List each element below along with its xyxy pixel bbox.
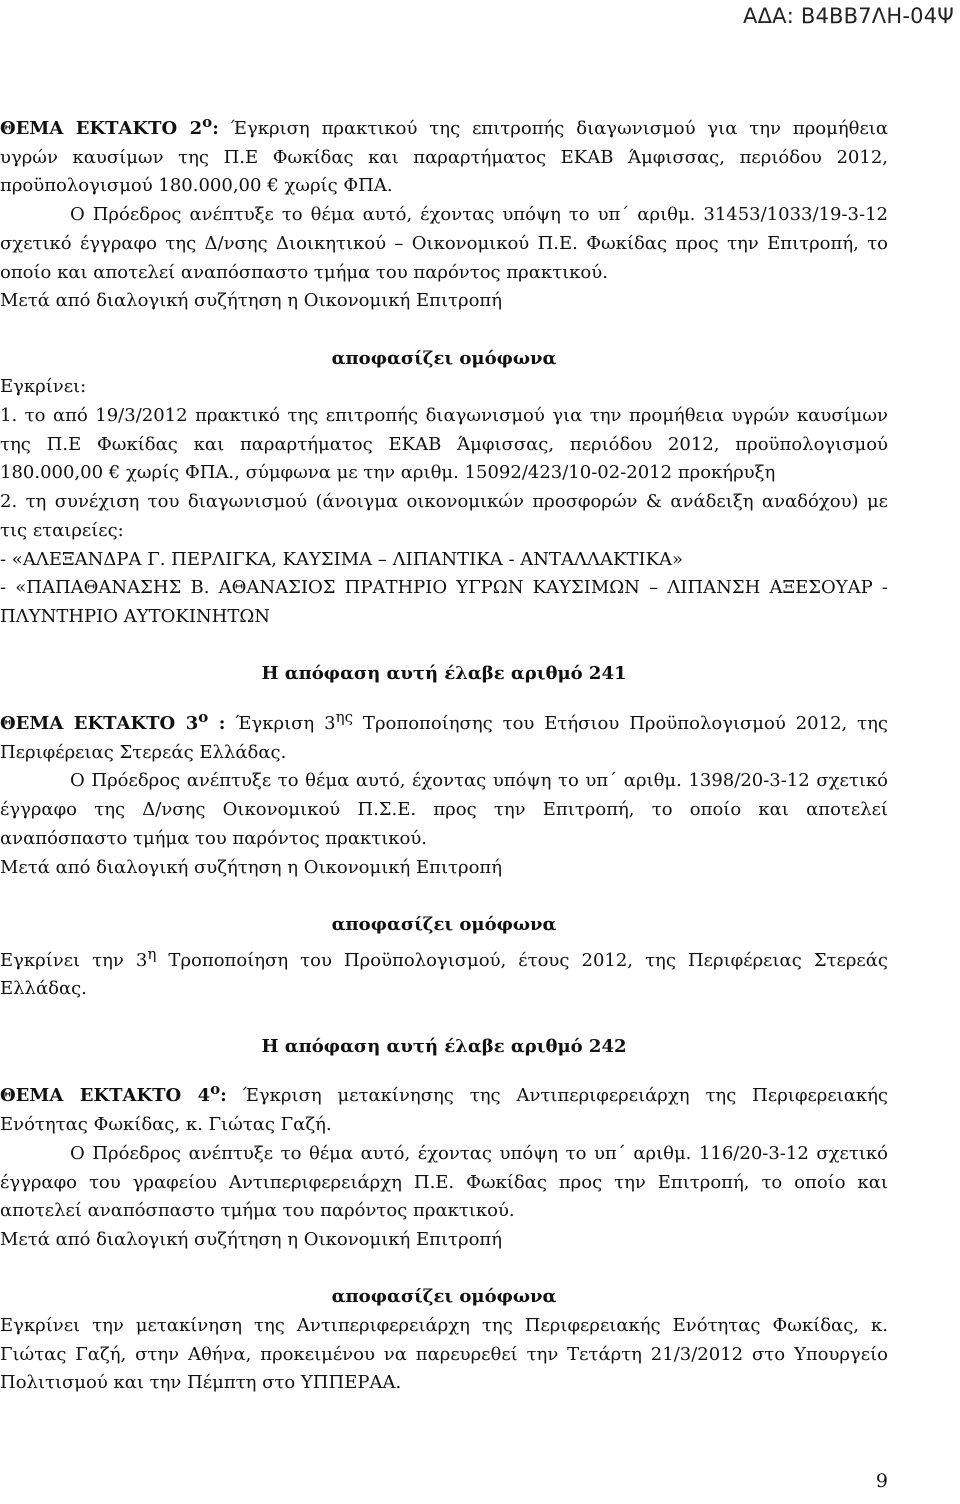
topic-2-approves: Εγκρίνει: <box>0 376 87 398</box>
topic-2-title: Έγκριση πρακτικού της επιτροπής διαγωνισμού για την προμήθεια υγρών καυσίμων της Π.Ε Φωκίδας και παραρτήματος ΕΚΑΒ Άμφισσας, περιόδου 2012, προϋπολογισμού 180.000,00 € χωρίς ΦΠΑ. <box>0 118 888 197</box>
topic-3-label: ΘΕΜΑ ΕΚΤΑΚΤΟ $3^o$ : <box>0 708 226 735</box>
topic-3-heading <box>0 703 888 767</box>
topic-2-company-1: - «ΑΛΕΞΑΝΔΡΑ Γ. ΠΕΡΛΙΓΚΑ, ΚΑΥΣΙΜΑ – ΛΙΠΑΝΤΙΚΑ - ΑΝΤΑΛΛΑΚΤΙΚΑ» <box>0 548 684 570</box>
topic-2-decision-number: Η απόφαση αυτή έλαβε αριθμό 241 <box>261 663 627 685</box>
page-number: 9 <box>875 1470 888 1492</box>
topic-3-intro: Ο Πρόεδρος ανέπτυξε το θέμα αυτό, έχοντας υπόψη το υπ΄ αριθμ. 1398/20-3-12 σχετικό έγγραφο της Δ/νσης Οικονομικού Π.Σ.Ε. προς την Επιτροπή, το οποίο και αποτελεί αναπόσπαστο τμήμα του παρόντος πρακτικού. <box>0 770 888 849</box>
topic-4-intro: Ο Πρόεδρος ανέπτυξε το θέμα αυτό, έχοντας υπόψη το υπ΄ αριθμ. 116/20-3-12 σχετικό έγγραφο του γραφείου Αντιπεριφερειάρχη Π.Ε. Φωκίδας προς την Επιτροπή, το οποίο και αποτελεί αναπόσπαστο τμήμα του παρόντος πρακτικού. <box>0 1142 888 1222</box>
ada-header: ΑΔΑ: Β4ΒΒ7ΛΗ-04Ψ <box>743 4 954 28</box>
topic-2-label: ΘΕΜΑ ΕΚΤΑΚΤΟ $2^o$: <box>0 113 219 139</box>
topic-4-approves: Εγκρίνει την μετακίνηση της Αντιπεριφερειάρχη της Περιφερειακής Ενότητας Φωκίδας, κ. Γιώτας Γαζή, στην Αθήνα, προκειμένου να παρευρεθεί την Τετάρτη 21/3/2012 στο Υπουργείο Πολιτισμού και την Πέμπτη στο ΥΠΠΕΡΑΑ. <box>0 1315 888 1394</box>
topic-4-heading <box>0 1075 888 1139</box>
document-body <box>0 108 888 1398</box>
topic-4-title: Έγκριση μετακίνησης της Αντιπεριφερειάρχη της Περιφερειακής Ενότητας Φωκίδας, κ. Γιώτας Γαζή. <box>0 1085 888 1136</box>
topic-4-discussion: Μετά από διαλογική συζήτηση η Οικονομική Επιτροπή <box>0 1228 503 1250</box>
topic-2-discussion: Μετά από διαλογική συζήτηση η Οικονομική Επιτροπή <box>0 290 503 312</box>
topic-2-intro: Ο Πρόεδρος ανέπτυξε το θέμα αυτό, έχοντας υπόψη το υπ΄ αριθμ. 31453/1033/19-3-12 σχετικό έγγραφο της Δ/νσης Διοικητικού – Οικονομικού Π.Ε. Φωκίδας προς την Επιτροπή, το οποίο και αποτελεί αναπόσπαστο τμήμα του παρόντος πρακτικού. <box>0 204 888 283</box>
topic-3-decision-number: Η απόφαση αυτή έλαβε αριθμό 242 <box>261 1035 627 1057</box>
topic-2-heading <box>0 108 888 201</box>
topic-2-company-2: - «ΠΑΠΑΘΑΝΑΣΗΣ Β. ΑΘΑΝΑΣΙΟΣ ΠΡΑΤΗΡΙΟ ΥΓΡΩΝ ΚΑΥΣΙΜΩΝ – ΛΙΠΑΝΣΗ ΑΞΕΣΟΥΑΡ - ΠΛΥΝΤΗΡΙΟ ΑΥΤΟΚΙΝΗΤΩΝ <box>0 577 888 627</box>
topic-3-discussion: Μετά από διαλογική συζήτηση η Οικονομική Επιτροπή <box>0 856 503 878</box>
topic-3-title: Έγκριση $3^{\eta\varsigma}$ Τροποποίησης του Ετήσιου Προϋπολογισμού 2012, της Περιφέρειας Στερεάς Ελλάδας. <box>0 708 889 763</box>
topic-3-decides: αποφασίζει ομόφωνα <box>331 913 557 935</box>
topic-4-decides: αποφασίζει ομόφωνα <box>331 1286 557 1308</box>
topic-2-decides: αποφασίζει ομόφωνα <box>331 347 557 369</box>
topic-2-item-2: 2. τη συνέχιση του διαγωνισμού (άνοιγμα οικονομικών προσφορών & ανάδειξη αναδόχου) με τις εταιρείες: <box>0 491 888 541</box>
topic-2-item-1: 1. το από 19/3/2012 πρακτικό της επιτροπής διαγωνισμού για την προμήθεια υγρών καυσίμων της Π.Ε Φωκίδας και παραρτήματος ΕΚΑΒ Άμφισσας, περιόδου 2012, προϋπολογισμού 180.000,00 € χωρίς ΦΠΑ., σύμφωνα με την αριθμ. 15092/423/10-02-2012 προκήρυξη <box>0 405 888 484</box>
topic-4-label: ΘΕΜΑ ΕΚΤΑΚΤΟ $4^o$: <box>0 1080 227 1107</box>
topic-3-approves: Εγκρίνει την $3^\eta$ Τροποποίηση του Προϋπολογισμού, έτους 2012, της Περιφέρειας Στερεάς Ελλάδας. <box>0 944 888 1000</box>
